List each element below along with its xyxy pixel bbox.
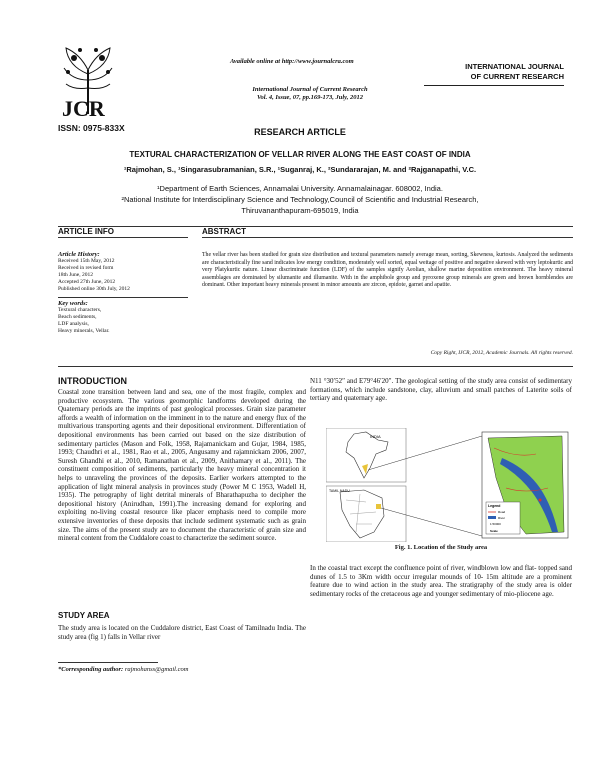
paper-title: TEXTURAL CHARACTERIZATION OF VELLAR RIVER ALONG THE EAST COAST OF INDIA <box>129 150 471 159</box>
issn: ISSN: 0975-833X <box>58 123 125 133</box>
introduction-heading: INTRODUCTION <box>58 376 127 386</box>
info-divider <box>58 297 188 298</box>
masthead-line1: INTERNATIONAL JOURNAL <box>465 62 564 71</box>
masthead-line2: OF CURRENT RESEARCH <box>470 72 564 81</box>
location-map-figure <box>326 428 570 542</box>
abstract-text: The vellar river has been studied for grain size distribution and textural parameters namely average mean, sorting, Skewness, kurtosis. Analyzed the sediments are characteristically fine sand indicates low energy condition, moderately well sorted, equal weitage of positive and negative skewed with very leptokurtic and very Platykurtic nature. Linear discriminate function (LDF) of the samples signify Aeolian, shallow marine deposition environment. The heavy mineral assemblages are dominated by silumanite and illumanite. With in the amphibole group and pyroxene group minerals are green and brown hornblendes are dominant. Other important heavy minerals present in minor amounts are zircon, epidote, garnet and apatite. <box>202 252 573 289</box>
legend-river-swatch <box>488 516 496 519</box>
keyword: Heavy minerals, Vellar. <box>58 328 110 334</box>
india-label: INDIA <box>370 434 381 439</box>
keyword: Beach sediments, <box>58 314 97 320</box>
article-type: RESEARCH ARTICLE <box>254 127 346 137</box>
legend-title: Legend <box>488 504 501 508</box>
figure-caption: Fig. 1. Location of the Study area <box>394 544 488 551</box>
keyword: Textural characters, <box>58 307 102 313</box>
history-line: Accepted 27th June, 2012 <box>58 279 116 285</box>
study-location-marker <box>539 499 542 502</box>
history-line: Published online 30th July, 2012 <box>58 286 130 292</box>
legend-scale: 1:50000 <box>490 522 501 526</box>
availability-line: Available online at http://www.journalcra.com <box>230 58 354 65</box>
paper-authors: ¹Rajmohan, S., ¹Singarasubramanian, S.R., ¹Suganraj, K., ²Sundararajan, M. and ²Rajganapathi, V.C. <box>123 165 477 174</box>
introduction-text: Coastal zone transition between land and sea, one of the most fragile, complex and productive ecosystem. The various geomorphic landforms developed during the Quaternary periods are the imprints of past geological processes. Grain size parameter affords a wealth of information on the imminent in to the nature and energy flux of the multivarious transporting agents and their depositional environment. Differentiation of depositional environments has been carried out based on the size distribution of sedimentary particles (Mason and Folk, 1958, Rajamanickam and Gujar, 1984, 1985, 1993; Chaudhri et al., 1981, Rao et al., 2005, Angusamy and rajamnickam 2006, 2007, Suresh Ghandhi et al., 2010, Ramanathan et al., 2009, Anithamary et al., 2011). The constituent composition of sediments, particularly the heavy mineral concentration it helps to unraveling the provinces of the deposits. Earlier workers attempted to the application of light mineral analysis in provinces study (Power M C 1953, Wadell H, 1935). The petrography of light detrital minerals of Bharathapuzha to decipher the depositional history (Anirudhan, 1991).The increasing demand for exploring and exploiting no-living coastal resource like placer emphasis need to compile more extensive inventories of these deposits that include sediment systematic such as grain size. The aims of the present study are to document the characteristic of grain size and mineral content from the Cuddalore coast to characterize the sediment source. <box>58 388 306 543</box>
divider-abstract <box>202 237 573 238</box>
affiliation-3: Thiruvananthapuram-695019, India <box>241 206 359 215</box>
abstract-heading: ABSTRACT <box>202 227 246 236</box>
journal-name: International Journal of Current Research <box>252 86 368 93</box>
corresponding-author <box>58 666 188 673</box>
history-line: Received 15th May, 2012 <box>58 258 115 264</box>
scale-label: Scale <box>490 529 498 533</box>
legend-river: River <box>498 516 506 520</box>
history-line: 18th June, 2012 <box>58 272 93 278</box>
affiliations <box>50 183 550 216</box>
history-line: Received in revised form <box>58 265 114 271</box>
masthead-rule <box>424 85 564 86</box>
study-area-heading: STUDY AREA <box>58 611 110 620</box>
journal-logo <box>58 40 118 118</box>
corresponding-email[interactable]: rajmohanss@gmail.com <box>124 666 189 673</box>
keywords-label: Key words: <box>58 300 88 307</box>
geology-text: N11 °30′52″ and E79°46′20″. The geological setting of the study area consist of sedimentary formations, which include sandstone, clay, alluvium and small patches of Laterite soils of tertiary and quaternary age. <box>310 377 572 403</box>
journal-citation <box>230 86 390 102</box>
article-info-heading: ARTICLE INFO <box>58 227 114 236</box>
affiliation-1: ¹Department of Earth Sciences, Annamalai University. Annamalainagar. 608002, India. <box>157 184 443 193</box>
journal-masthead <box>424 62 564 82</box>
keyword: LDF analysis, <box>58 321 89 327</box>
corresponding-label: *Corresponding author: <box>58 666 124 673</box>
tn-label: TAMIL NADU <box>329 489 350 493</box>
affiliation-2: ²National Institute for Interdisciplinary Science and Technology,Council of Scientific and Industrial Research, <box>121 195 479 204</box>
footnote-rule <box>58 662 158 663</box>
article-info <box>58 237 188 335</box>
copyright-line: Copy Right, IJCR, 2012, Academic Journals. All rights reserved. <box>430 350 573 356</box>
journal-volume: Vol. 4, Issue, 07, pp.169-173, July, 2012 <box>256 94 364 101</box>
divider-top <box>58 226 573 227</box>
divider-bottom <box>58 366 573 367</box>
cuddalore-highlight <box>376 504 381 509</box>
legend-road: Road <box>498 510 506 514</box>
svg-text:JCR: JCR <box>62 96 105 118</box>
coastal-tract-text: In the coastal tract except the confluence point of river, windblown low and flat- topped sand dunes of 1.5 to 3Km width occur irregular mounds of 10- 15m altitude are a prominent feature due to wind action in the study area. The stratigraphy of the study area is older sedimentary rocks of the cretaceous age and younger sedimentary of mio-pliocene age. <box>310 564 572 598</box>
study-area-text: The study area is located on the Cuddalore district, East Coast of Tamilnadu India. The study area (fig 1) falls in Vellar river <box>58 624 306 641</box>
history-label: Article History: <box>58 251 100 258</box>
